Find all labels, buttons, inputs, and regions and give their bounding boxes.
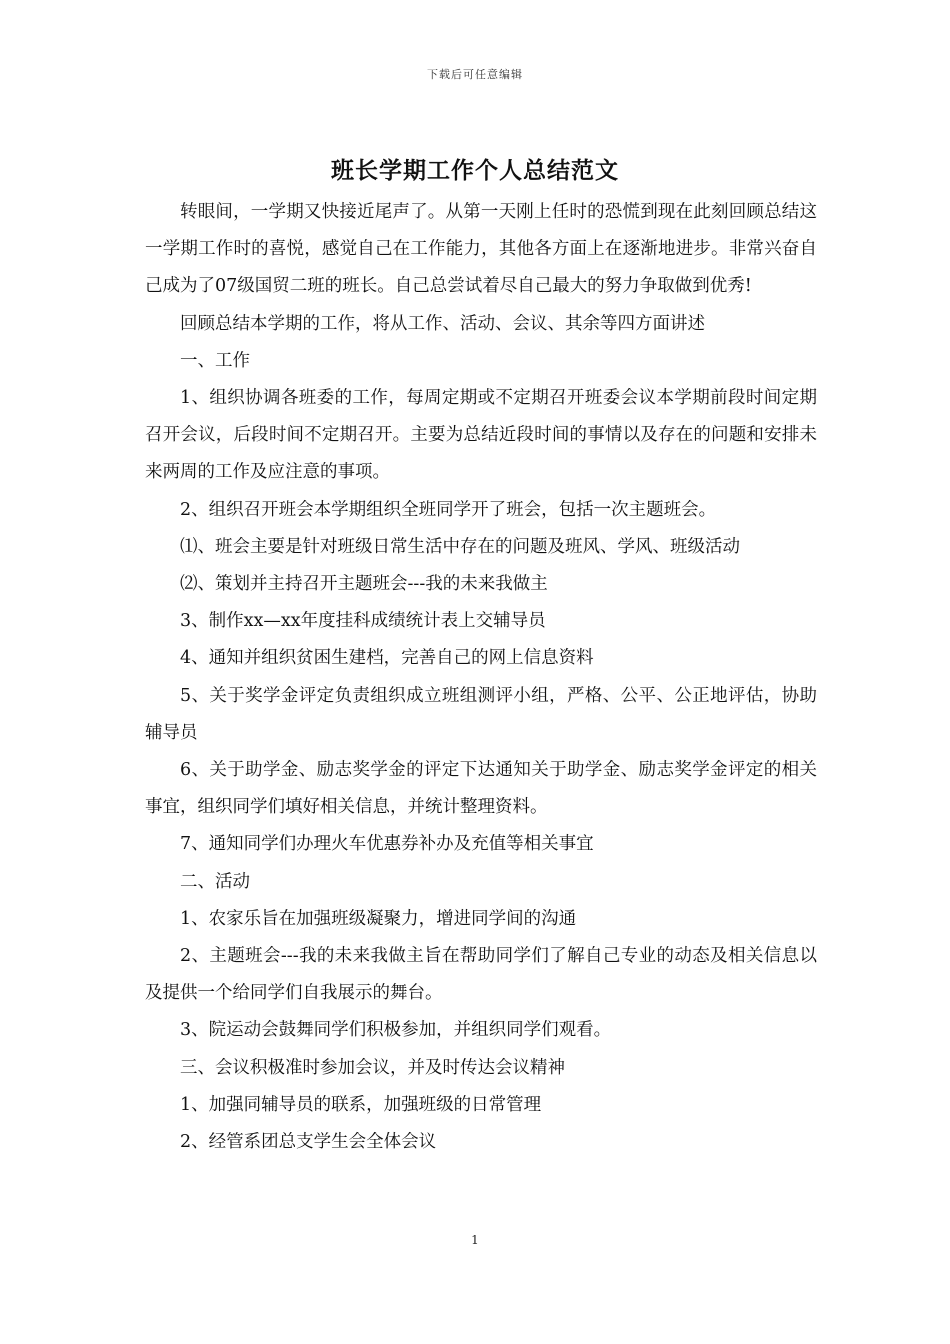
paragraph: 7、通知同学们办理火车优惠券补办及充值等相关事宜 (180, 834, 594, 855)
paragraph: 2、经管系团总支学生会全体会议 (180, 1132, 437, 1153)
paragraph: 1、组织协调各班委的工作，每周定期或不定期召开班委会议本学期前段时间定期召开会议，后段时间不定期召开。主要为总结近段时间的事情以及存在的问题和安排未来两周的工作及应注意的事项。 (145, 388, 817, 483)
paragraph: 1、农家乐旨在加强班级凝聚力，增进同学间的沟通 (180, 908, 577, 929)
paragraph: 转眼间，一学期又快接近尾声了。从第一天刚上任时的恐慌到现在此刻回顾总结这一学期工作时的喜悦，感觉自己在工作能力，其他各方面上在逐渐地进步。非常兴奋自己成为了07级国贸二班的班长。自己总尝试着尽自己最大的努力争取做到优秀! (145, 202, 817, 297)
document-body (145, 194, 817, 1161)
paragraph: 2、组织召开班会本学期组织全班同学开了班会，包括一次主题班会。 (180, 499, 717, 520)
page-number: 1 (471, 1233, 479, 1247)
section-heading: 二、活动 (180, 871, 250, 892)
paragraph: 回顾总结本学期的工作，将从工作、活动、会议、其余等四方面讲述 (180, 313, 705, 334)
paragraph: 6、关于助学金、励志奖学金的评定下达通知关于助学金、励志奖学金评定的相关事宜，组织同学们填好相关信息，并统计整理资料。 (145, 760, 817, 818)
section-heading: 一、工作 (180, 350, 250, 371)
paragraph: ⑵、策划并主持召开主题班会---我的未来我做主 (180, 574, 548, 595)
header-note: 下载后可任意编辑 (427, 68, 523, 81)
paragraph: 4、通知并组织贫困生建档，完善自己的网上信息资料 (180, 648, 594, 669)
paragraph: 3、制作xx—xx年度挂科成绩统计表上交辅导员 (180, 611, 546, 632)
paragraph: 3、院运动会鼓舞同学们积极参加，并组织同学们观看。 (180, 1020, 612, 1041)
paragraph: 2、主题班会---我的未来我做主旨在帮助同学们了解自己专业的动态及相关信息以及提供一个给同学们自我展示的舞台。 (145, 946, 817, 1004)
paragraph: ⑴、班会主要是针对班级日常生活中存在的问题及班风、学风、班级活动 (180, 536, 740, 557)
paragraph: 5、关于奖学金评定负责组织成立班组测评小组，严格、公平、公正地评估，协助辅导员 (145, 685, 817, 743)
section-heading: 三、会议积极准时参加会议，并及时传达会议精神 (180, 1057, 565, 1078)
paragraph: 1、加强同辅导员的联系，加强班级的日常管理 (180, 1094, 542, 1115)
document-title: 班长学期工作个人总结范文 (331, 157, 619, 184)
